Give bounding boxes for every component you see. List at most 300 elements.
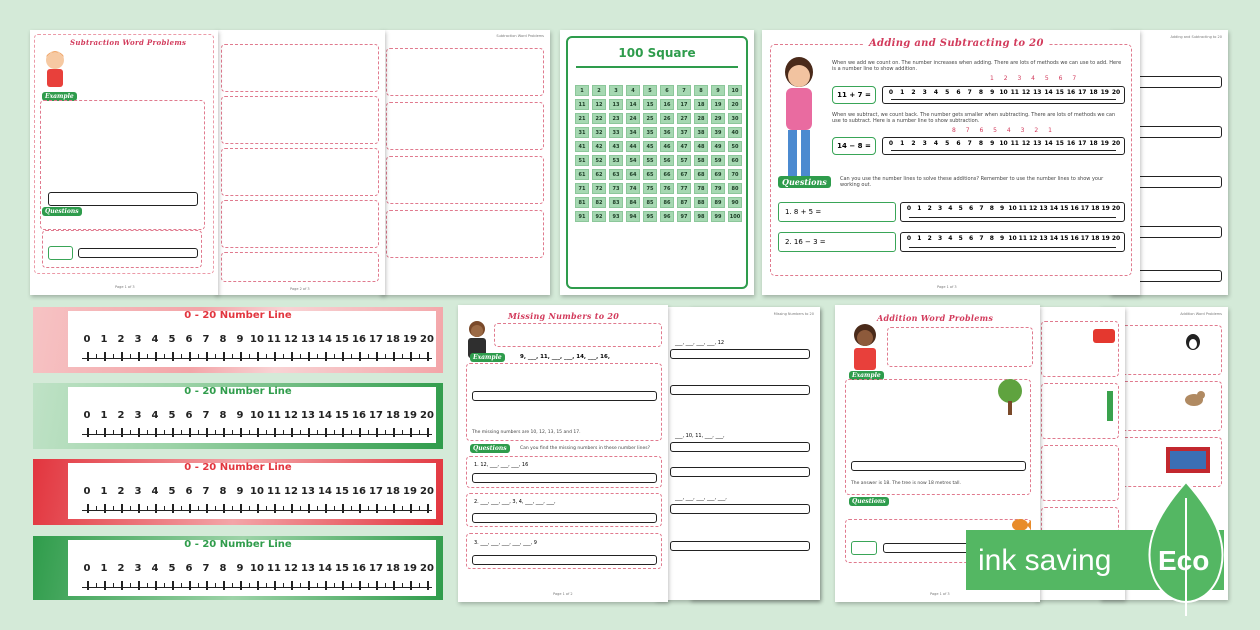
number-line-banner-4 [33,536,443,600]
banner-tick [121,428,123,437]
hundred-square-cell: 30 [728,113,742,124]
banner-number: 2 [117,410,125,421]
banner-tick [189,504,191,513]
banner-tick [274,581,276,590]
banner-minor-tick [351,354,352,359]
hundred-square-cell: 1 [575,85,589,96]
banner-minor-tick [232,506,233,511]
banner-minor-tick [300,583,301,588]
banner-minor-tick [351,506,352,511]
sheet-header: Subtraction Word Problems [496,34,544,38]
page-footer: Page 1 of 2 [553,592,573,596]
banner-minor-tick [300,354,301,359]
hundred-square-cell: 32 [592,127,606,138]
hundred-square-cell: 34 [626,127,640,138]
mini-number: 12 [1021,140,1031,147]
hundred-square-cell: 95 [643,211,657,222]
banner-number: 2 [117,486,125,497]
banner-title: 0 - 20 Number Line [184,386,292,397]
picture-icon [1166,447,1210,473]
banner-number: 8 [219,334,227,345]
number-line-banner-2 [33,383,443,449]
mini-number: 4 [933,140,939,147]
banner-number: 10 [250,410,264,421]
banner-number: 1 [100,486,108,497]
hundred-square-cell: 75 [643,183,657,194]
banner-minor-tick [317,506,318,511]
hundred-square-cell: 98 [694,211,708,222]
hundred-square-cell: 81 [575,197,589,208]
number-line [670,349,810,359]
subtraction-equation-box: 14 − 8 = [832,137,876,155]
banner-tick [342,428,344,437]
sheet-title: Subtraction Word Problems [70,38,187,47]
sheet-header: Addition Word Problems [1180,312,1222,316]
banner-tick [376,352,378,361]
hundred-square-cell: 72 [592,183,606,194]
mini-number: 0 [888,89,894,96]
mini-number: 15 [1060,235,1069,242]
hundred-square-cell: 90 [728,197,742,208]
banner-tick [104,581,106,590]
question-box [386,156,544,204]
banner-tick [240,581,242,590]
intro-box [494,323,662,347]
hundred-square-cell: 80 [728,183,742,194]
mini-number: 3 [922,140,927,147]
mini-number: 6 [956,140,961,147]
question-box [386,48,544,96]
banner-minor-tick [419,354,420,359]
hundred-square-cell: 79 [711,183,725,194]
banner-tick [206,428,208,437]
banner-tick [308,428,310,437]
banner-number: 4 [151,410,159,421]
banner-number: 1 [100,563,108,574]
question-box [221,44,379,92]
banner-minor-tick [232,354,233,359]
banner-number: 0 [83,410,91,421]
banner-minor-tick [147,430,148,435]
hundred-square-cell: 76 [660,183,674,194]
banner-minor-tick [266,506,267,511]
mini-number: 16 [1066,140,1076,147]
example-label: Example [849,371,884,380]
banner-number: 11 [267,486,281,497]
banner-tick [342,504,344,513]
hundred-square-cell: 97 [677,211,691,222]
banner-tick [308,352,310,361]
mini-number: 7 [979,205,984,212]
mini-axis [909,217,1116,218]
banner-number: 2 [117,334,125,345]
banner-tick [427,428,429,437]
banner-tick [223,504,225,513]
question-2-number-line [900,232,1125,252]
banner-number: 19 [403,410,417,421]
mini-number: 9 [1000,235,1005,242]
banner-number: 3 [134,334,142,345]
banner-tick [427,581,429,590]
number-line [670,541,810,551]
banner-number: 0 [83,486,91,497]
banner-minor-tick [300,506,301,511]
mini-number: 16 [1070,205,1079,212]
banner-number: 12 [284,486,298,497]
hundred-square-cell: 44 [626,141,640,152]
missing-numbers-sheet-page1 [458,305,668,602]
banner-minor-tick [402,430,403,435]
question-box [386,102,544,150]
banner-minor-tick [181,583,182,588]
example-number-line [851,461,1026,471]
banner-tick [410,581,412,590]
hundred-square-cell: 83 [609,197,623,208]
subtraction-counts: 8 7 6 5 4 3 2 1 [952,127,1056,134]
banner-tick [155,581,157,590]
mini-number: 4 [933,89,939,96]
title-underline [576,66,738,68]
banner-tick [121,352,123,361]
sheet-title: Addition Word Problems [877,313,994,323]
mini-number: 10 [1008,235,1017,242]
banner-number: 17 [369,410,383,421]
question-box [221,96,379,144]
answer-row: ___, ___, ___, ___, 12 [675,340,725,346]
answer-row: ___, 10, 11, ___, ___, [675,433,725,439]
mini-number: 11 [1010,140,1019,147]
banner-number: 7 [202,486,210,497]
subtraction-sheet-page2 [215,30,385,295]
addition-number-line [882,86,1125,104]
mini-number: 15 [1055,140,1064,147]
answer-row: ___, ___, ___, ___, ___, [675,495,727,501]
banner-minor-tick [334,583,335,588]
banner-minor-tick [368,506,369,511]
banner-tick [257,428,259,437]
banner-number: 5 [168,486,176,497]
banner-minor-tick [300,430,301,435]
banner-number: 12 [284,334,298,345]
hundred-square-cell: 40 [728,127,742,138]
answer-box[interactable] [48,246,73,260]
banner-minor-tick [419,583,420,588]
banner-minor-tick [130,354,131,359]
page-footer: Page 1 of 3 [930,592,950,596]
mini-number: 15 [1055,89,1064,96]
hundred-square-cell: 99 [711,211,725,222]
hundred-square-cell: 24 [626,113,640,124]
mini-number: 10 [1008,205,1017,212]
banner-tick [291,428,293,437]
hundred-square-cell: 17 [677,99,691,110]
penguin-icon [1184,331,1202,351]
hundred-square-cell: 63 [609,169,623,180]
hundred-square-cell: 35 [643,127,657,138]
banner-number: 9 [236,334,244,345]
banner-tick [172,428,174,437]
hundred-square-cell: 21 [575,113,589,124]
banner-number: 16 [352,563,366,574]
questions-intro-text: Can you find the missing numbers in these number lines? [520,446,651,451]
mini-number: 11 [1018,235,1028,242]
mini-number: 13 [1033,140,1042,147]
banner-number: 17 [369,334,383,345]
banner-tick [87,352,89,361]
banner-tick [359,428,361,437]
banner-minor-tick [130,583,131,588]
banner-number: 20 [420,486,434,497]
sheet-header: Adding and Subtracting to 20 [1170,35,1222,39]
banner-minor-tick [198,506,199,511]
mini-number: 5 [958,205,963,212]
banner-tick [257,352,259,361]
banner-minor-tick [215,506,216,511]
banner-minor-tick [96,583,97,588]
adding-subtracting-sheet-page1 [762,30,1140,295]
banner-minor-tick [402,506,403,511]
banner-minor-tick [147,583,148,588]
hundred-square-cell: 87 [677,197,691,208]
banner-tick [138,581,140,590]
hundred-square-cell: 48 [694,141,708,152]
banner-number: 7 [202,563,210,574]
banner-number: 15 [335,410,349,421]
hundred-square-cell: 26 [660,113,674,124]
banner-tick [104,352,106,361]
mini-number: 12 [1029,205,1038,212]
hundred-square-sheet [560,30,754,295]
banner-number: 16 [352,410,366,421]
banner-minor-tick [385,430,386,435]
banner-number: 0 [83,563,91,574]
banner-minor-tick [317,430,318,435]
banner-minor-tick [368,430,369,435]
hundred-square-cell: 45 [643,141,657,152]
mini-number: 0 [888,140,894,147]
hundred-square-cell: 10 [728,85,742,96]
hundred-square-cell: 12 [592,99,606,110]
banner-number: 13 [301,486,315,497]
page-footer: Page 1 of 3 [115,285,135,289]
hundred-square-cell: 86 [660,197,674,208]
banner-number: 19 [403,563,417,574]
banner-minor-tick [249,506,250,511]
banner-tick [359,352,361,361]
hundred-square-cell: 96 [660,211,674,222]
hundred-square-cell: 59 [711,155,725,166]
hundred-square-cell: 27 [677,113,691,124]
mini-number: 1 [917,205,922,212]
banner-tick [393,352,395,361]
mini-number: 20 [1111,235,1121,242]
mini-number: 2 [911,89,916,96]
banner-axis [82,501,432,511]
subtraction-intro-text: When we subtract, we count back. The number gets smaller when subtracting. There are lots of methods we can use to subtract. Here is a number line to show subtraction. [832,112,1116,124]
mini-number: 8 [978,140,984,147]
hundred-square-cell: 18 [694,99,708,110]
mini-number: 19 [1101,205,1110,212]
banner-tick [172,581,174,590]
hundred-square-cell: 50 [728,141,742,152]
hundred-square-cell: 47 [677,141,691,152]
banner-tick [87,581,89,590]
hundred-square-cell: 19 [711,99,725,110]
mini-number: 1 [900,140,905,147]
missing-numbers-note: The missing numbers are 10, 12, 13, 15 and 17. [472,430,581,435]
banner-minor-tick [113,430,114,435]
banner-axis [82,349,432,359]
sheet-title: Missing Numbers to 20 [508,311,620,321]
hundred-square-cell: 41 [575,141,589,152]
number-line [670,504,810,514]
banner-number: 18 [386,563,400,574]
mini-number: 5 [945,140,950,147]
banner-tick [393,428,395,437]
hundred-square-cell: 70 [728,169,742,180]
hundred-square-cell: 67 [677,169,691,180]
banner-number: 11 [267,563,281,574]
banner-tick [393,581,395,590]
hundred-square-cell: 33 [609,127,623,138]
banner-minor-tick [266,430,267,435]
banner-number: 3 [134,563,142,574]
banner-minor-tick [249,583,250,588]
hundred-square-cell: 9 [711,85,725,96]
mini-number: 15 [1060,205,1069,212]
hundred-square-grid [575,85,742,222]
banner-minor-tick [181,430,182,435]
mini-number: 20 [1111,140,1121,147]
banner-tick [410,428,412,437]
banner-number: 1 [100,410,108,421]
mini-number: 19 [1100,140,1109,147]
banner-number: 9 [236,486,244,497]
banner-number: 11 [267,410,281,421]
mini-number: 10 [999,140,1008,147]
banner-minor-tick [368,354,369,359]
banner-minor-tick [283,506,284,511]
banner-number: 13 [301,334,315,345]
addition-equation-box: 11 + 7 = [832,86,876,104]
banner-tick [427,504,429,513]
hundred-square-cell: 85 [643,197,657,208]
banner-minor-tick [215,583,216,588]
banner-number: 7 [202,410,210,421]
banner-tick [206,352,208,361]
banner-tick [240,352,242,361]
question-1-number-line [900,202,1125,222]
banner-number: 20 [420,334,434,345]
mini-number: 9 [1000,205,1005,212]
banner-number: 18 [386,410,400,421]
banner-minor-tick [232,583,233,588]
example-number-line [48,192,198,206]
banner-minor-tick [198,583,199,588]
mini-number: 12 [1021,89,1031,96]
banner-title: 0 - 20 Number Line [184,462,292,473]
hundred-square-cell: 65 [643,169,657,180]
banner-tick [274,428,276,437]
mini-number: 8 [989,235,994,242]
banner-minor-tick [198,430,199,435]
banner-tick [325,352,327,361]
mini-number: 16 [1066,89,1076,96]
hundred-square-cell: 15 [643,99,657,110]
mini-number: 3 [937,235,943,242]
mini-number: 13 [1039,205,1048,212]
banner-number: 9 [236,563,244,574]
hundred-square-cell: 71 [575,183,589,194]
mini-number: 0 [906,235,912,242]
mini-number: 5 [958,235,963,242]
sheet-title: Adding and Subtracting to 20 [864,38,1049,49]
banner-minor-tick [351,430,352,435]
mini-axis [891,150,1116,151]
banner-tick [206,504,208,513]
page-footer: Page 2 of 3 [290,287,310,291]
banner-number: 0 [83,334,91,345]
hundred-square-cell: 84 [626,197,640,208]
banner-number: 13 [301,563,315,574]
banner-minor-tick [164,506,165,511]
hundred-square-cell: 78 [694,183,708,194]
banner-minor-tick [317,583,318,588]
mini-number: 5 [945,89,950,96]
mini-number: 14 [1044,89,1053,96]
banner-title: 0 - 20 Number Line [184,539,292,550]
question-1-box[interactable]: 1. 8 + 5 = [778,202,896,222]
question-2-box[interactable]: 2. 16 − 3 = [778,232,896,252]
banner-tick [291,504,293,513]
banner-tick [121,581,123,590]
banner-tick [376,581,378,590]
banner-tick [291,581,293,590]
banner-number: 19 [403,334,417,345]
banner-tick [325,428,327,437]
banner-number: 8 [219,486,227,497]
hundred-square-cell: 16 [660,99,674,110]
hundred-square-cell: 68 [694,169,708,180]
banner-tick [376,428,378,437]
banner-minor-tick [283,354,284,359]
banner-number: 9 [236,410,244,421]
mini-number: 17 [1080,235,1090,242]
hundred-square-cell: 89 [711,197,725,208]
number-line-banner-1 [33,307,443,373]
hundred-square-cell: 52 [592,155,606,166]
banner-tick [274,504,276,513]
banner-tick [240,428,242,437]
banner-tick [291,352,293,361]
hundred-square-cell: 43 [609,141,623,152]
banner-number: 2 [117,563,125,574]
banner-number: 19 [403,486,417,497]
answer-box[interactable] [851,541,877,555]
mini-number: 16 [1070,235,1079,242]
addition-counts: 1 2 3 4 5 6 7 [990,75,1081,82]
page-footer: Page 1 of 3 [937,285,957,289]
hundred-square-cell: 77 [677,183,691,194]
banner-tick [155,352,157,361]
mini-axis [891,99,1116,100]
question-number-line [78,248,198,258]
missing-numbers-sheet-page2 [655,307,820,600]
banner-minor-tick [249,430,250,435]
questions-label: Questions [42,207,82,216]
banner-number: 15 [335,334,349,345]
banner-number: 8 [219,410,227,421]
